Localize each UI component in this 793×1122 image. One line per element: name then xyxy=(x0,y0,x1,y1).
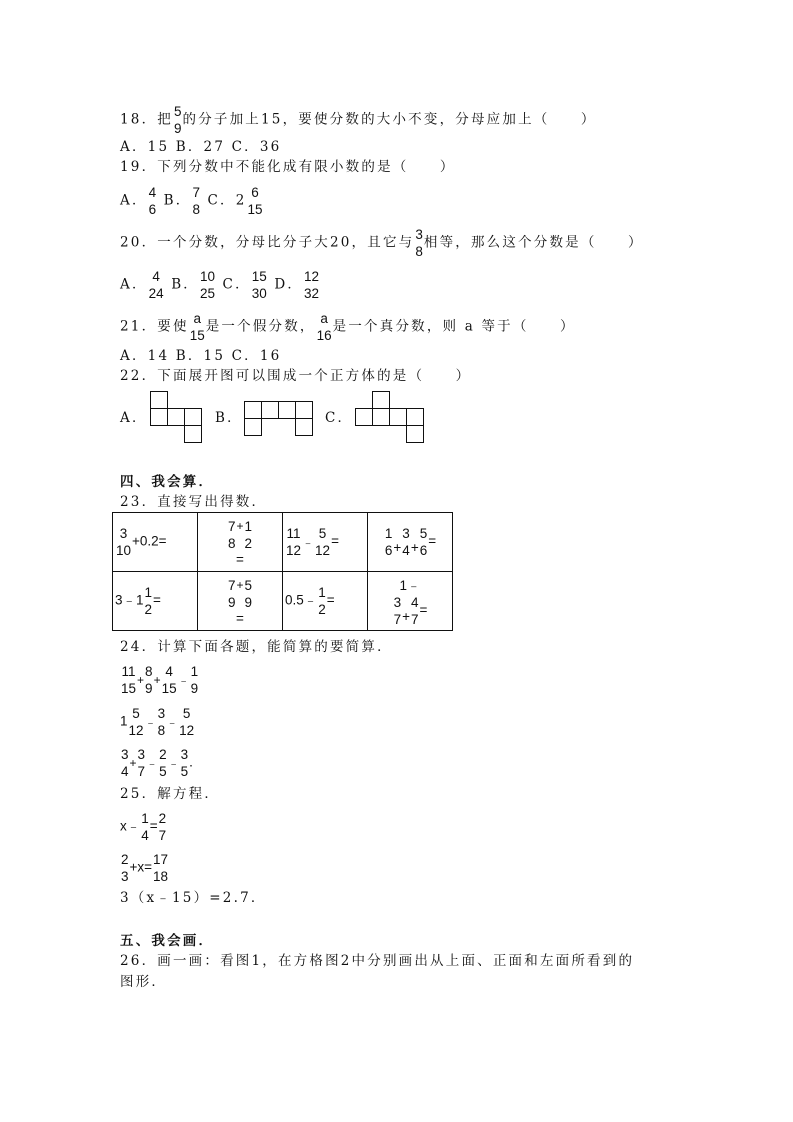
option-b-label: B． xyxy=(215,410,243,426)
section-4-title: 四、我会算． xyxy=(120,474,215,490)
calc-cell: 3 10 +0.2= xyxy=(113,513,198,572)
calc-cell: 0.5﹣ 1 2 = xyxy=(283,572,368,631)
expression-24-1: 11 15 + 8 9 + 4 15 ﹣ 1 9 xyxy=(121,664,199,696)
expression-24-2: 1 5 12 ﹣ 3 8 ﹣ 5 12 xyxy=(120,706,195,738)
calc-cell: 1﹣ 3 7 + 4 7 = xyxy=(368,572,453,631)
calc-cell: 7 9 + 5 9 = xyxy=(198,572,283,631)
option-a-label: A． xyxy=(120,410,148,426)
question-21-options: A．14 B．15 C．16 xyxy=(120,348,282,364)
calc-cell: 11 12 ﹣ 5 12 = xyxy=(283,513,368,572)
question-18: 18．把 5 9 的分子加上15，要使分数的大小不变，分母应加上（ ） xyxy=(120,104,597,136)
question-23: 23．直接写出得数． xyxy=(120,494,268,510)
question-19: 19．下列分数中不能化成有限小数的是（ ） xyxy=(120,159,456,175)
equation-25-1: x﹣ 1 4 = 2 7 xyxy=(120,811,167,843)
question-22: 22．下面展开图可以围成一个正方体的是（ ） xyxy=(120,368,472,384)
calc-cell: 7 8 + 1 2 = xyxy=(198,513,283,572)
question-25: 25．解方程． xyxy=(120,786,221,802)
question-21: 21．要使 a 15 是一个假分数， a 16 是一个真分数，则 a 等于（ ） xyxy=(120,311,576,343)
expression-24-3: 3 4 + 3 7 ﹣ 2 5 ﹣ 3 5 . xyxy=(121,747,193,779)
equation-25-3: 3（x﹣15）=2.7． xyxy=(120,890,267,906)
calc-cell: 3﹣1 1 2 = xyxy=(113,572,198,631)
option-c-label: C． xyxy=(325,410,354,426)
calculation-table xyxy=(112,512,453,631)
question-20-options: A． 4 24 B． 10 25 C． 15 30 D． 12 32 xyxy=(120,269,320,301)
question-26-cont: 图形． xyxy=(120,974,168,990)
equation-25-2: 2 3 +x= 17 18 xyxy=(121,852,169,884)
question-20: 20．一个分数，分母比分子大20，且它与 3 8 相等，那么这个分数是（ ） xyxy=(120,227,644,259)
question-26: 26．画一画：看图1，在方格图2中分别画出从上面、正面和左面所看到的 xyxy=(120,953,635,969)
section-5-title: 五、我会画． xyxy=(120,933,215,949)
calc-cell: 1 6 + 3 4 + 5 6 = xyxy=(368,513,453,572)
question-19-options: A． 4 6 B． 7 8 C．2 6 15 xyxy=(120,185,263,217)
question-24: 24．计算下面各题，能简算的要简算． xyxy=(120,639,393,655)
question-18-options: A．15 B．27 C．36 xyxy=(120,139,282,155)
fraction: 5 9 xyxy=(173,104,182,136)
